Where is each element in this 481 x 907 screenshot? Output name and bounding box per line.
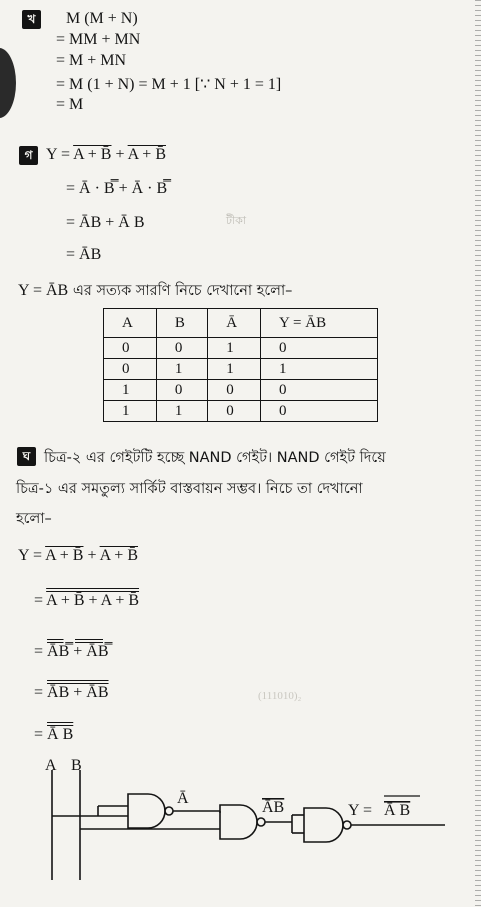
faint-mark: টীকা [226, 214, 247, 227]
col-header-b: B [156, 309, 207, 338]
circuit-label-abar: Ā [177, 790, 189, 807]
circuit-output-prefix: Y = [348, 802, 372, 819]
gha-para-line-2: চিত্র-১ এর সমতুল্য সার্কিট বাস্তবায়ন সম্ভব। নিচে তা দেখানো [16, 481, 363, 497]
kha-line-2: = MM + MN [56, 31, 141, 48]
table-cell: 0 [104, 338, 157, 359]
ga-equation-2: = Ā · B̿ + Ā · B̿ [66, 180, 168, 197]
col-header-a: A [104, 309, 157, 338]
section-kha-badge: খ [22, 10, 41, 29]
kha-line-1: M (M + N) [66, 10, 138, 27]
table-cell: 0 [261, 401, 378, 422]
table-cell: 1 [104, 401, 157, 422]
nand-gate-2 [220, 805, 257, 839]
ga-equation-1: Y = A + B̄ + A + B̄ [46, 146, 166, 163]
kha-line-4: = M (1 + N) = M + 1 [∵ N + 1 = 1] [56, 76, 282, 93]
gha-equation-2: = A + B̄ + A + B̄ [34, 592, 140, 609]
ga-equation-4: = ĀB [66, 246, 102, 263]
table-cell: 0 [156, 380, 207, 401]
gha-equation-5: = Ā B [34, 726, 74, 743]
table-cell: 0 [261, 338, 378, 359]
gha-equation-3: = ĀB̿ + ĀB̿ [34, 643, 109, 660]
table-cell: 1 [261, 359, 378, 380]
circuit-label-abar-b: ĀB [262, 799, 285, 816]
table-cell: 1 [104, 380, 157, 401]
table-cell: 1 [208, 338, 261, 359]
table-cell: 0 [104, 359, 157, 380]
circuit-output: Ā B [384, 802, 411, 819]
nand-gate-1 [128, 794, 165, 828]
table-cell: 1 [208, 359, 261, 380]
table-cell: 0 [261, 380, 378, 401]
kha-line-3: = M + MN [56, 52, 127, 69]
circuit-label-a: A [45, 757, 57, 774]
section-ga-badge: গ [19, 146, 38, 165]
col-header-abar: Ā [208, 309, 261, 338]
circuit-label-b: B [71, 757, 82, 774]
col-header-y: Y = ĀB [261, 309, 378, 338]
table-cell: 0 [208, 401, 261, 422]
gha-equation-1: Y = A + B̄ + A + B̄ [18, 547, 138, 564]
section-gha-badge: ঘ [17, 447, 36, 466]
gha-equation-4: = ĀB + ĀB [34, 684, 109, 701]
nand-gate-3 [304, 808, 343, 842]
table-cell: 1 [156, 401, 207, 422]
truth-table-intro: Y = ĀB এর সত্যক সারণি নিচে দেখানো হলো– [18, 282, 293, 299]
table-cell: 1 [156, 359, 207, 380]
faint-mark: (111010)₂ [258, 690, 302, 702]
gha-para-line-3: হলো– [16, 511, 52, 527]
gha-para-line-1: চিত্র-২ এর গেইটটি হচ্ছে NAND গেইট। NAND গেইট দিয়ে [44, 450, 386, 466]
ga-equation-3: = ĀB + Ā B [66, 214, 145, 231]
table-cell: 0 [208, 380, 261, 401]
kha-line-5: = M [56, 96, 84, 113]
table-cell: 0 [156, 338, 207, 359]
